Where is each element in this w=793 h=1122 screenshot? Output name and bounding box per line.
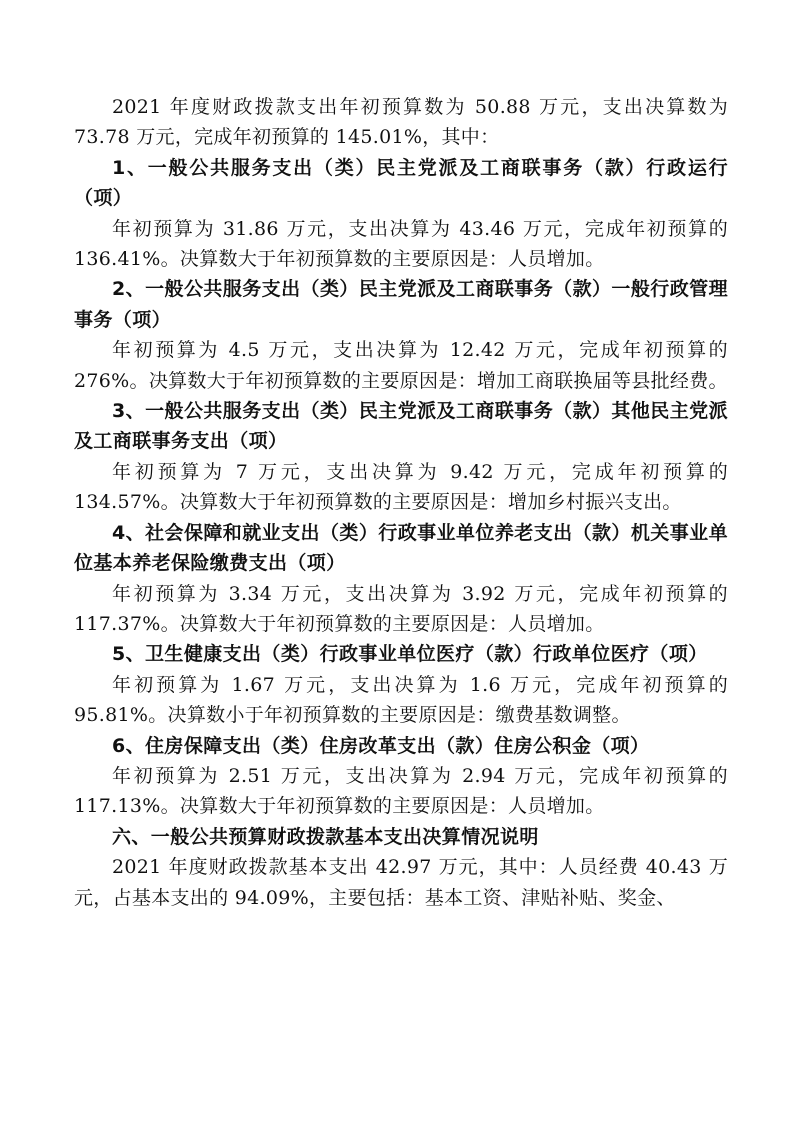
item6-paragraph: 年初预算为 2.51 万元，支出决算为 2.94 万元，完成年初预算的 117.13%。决算数大于年初预算数的主要原因是：人员增加。 <box>74 764 728 818</box>
item1-paragraph: 年初预算为 31.86 万元，支出决算为 43.46 万元，完成年初预算的 136.41%。决算数大于年初预算数的主要原因是：人员增加。 <box>74 217 728 271</box>
section6-paragraph: 2021 年度财政拨款基本支出 42.97 万元，其中：人员经费 40.43 万元，占基本支出的 94.09%，主要包括：基本工资、津贴补贴、奖金、 <box>74 856 728 909</box>
intro-paragraph: 2021 年度财政拨款支出年初预算数为 50.88 万元，支出决算数为 73.78 万元，完成年初预算的 145.01%，其中： <box>74 96 728 149</box>
item5-heading: 5、卫生健康支出（类）行政事业单位医疗（款）行政单位医疗（项） <box>112 643 708 666</box>
item1-heading: 1、一般公共服务支出（类）民主党派及工商联事务（款）行政运行（项） <box>74 156 728 210</box>
item5-paragraph: 年初预算为 1.67 万元，支出决算为 1.6 万元，完成年初预算的 95.81%。决算数小于年初预算数的主要原因是：缴费基数调整。 <box>74 673 728 727</box>
item3-paragraph: 年初预算为 7 万元，支出决算为 9.42 万元，完成年初预算的 134.57%。决算数大于年初预算数的主要原因是：增加乡村振兴支出。 <box>74 460 728 514</box>
item6-heading: 6、住房保障支出（类）住房改革支出（款）住房公积金（项） <box>112 734 650 757</box>
item2-paragraph: 年初预算为 4.5 万元，支出决算为 12.42 万元，完成年初预算的 276%。决算数大于年初预算数的主要原因是：增加工商联换届等县批经费。 <box>74 339 728 392</box>
section6-heading: 六、一般公共预算财政拨款基本支出决算情况说明 <box>112 825 539 848</box>
item2-heading: 2、一般公共服务支出（类）民主党派及工商联事务（款）一般行政管理事务（项） <box>74 278 728 331</box>
item4-heading: 4、社会保障和就业支出（类）行政事业单位养老支出（款）机关事业单位基本养老保险缴费支出（项） <box>74 521 728 575</box>
item4-paragraph: 年初预算为 3.34 万元，支出决算为 3.92 万元，完成年初预算的 117.37%。决算数大于年初预算数的主要原因是：人员增加。 <box>74 582 728 635</box>
item3-heading: 3、一般公共服务支出（类）民主党派及工商联事务（款）其他民主党派及工商联事务支出（项） <box>74 400 728 453</box>
document-page <box>74 92 728 913</box>
